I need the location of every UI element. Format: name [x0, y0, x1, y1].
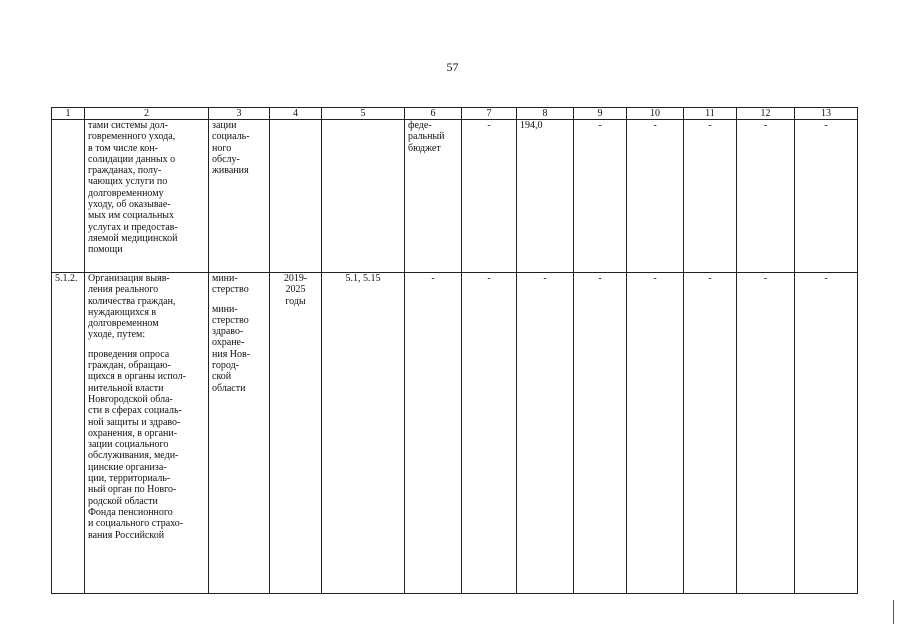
header-cell-7: 7	[462, 108, 517, 120]
row2-executor-1: мини- стерство	[212, 273, 249, 296]
row2-number: 5.1.2.	[52, 273, 85, 594]
header-cell-6: 6	[405, 108, 462, 120]
row2-col12: -	[737, 273, 795, 594]
row1-executor: зации социаль- ного обслу- живания	[209, 120, 270, 273]
header-cell-4: 4	[270, 108, 322, 120]
row2-period: 2019- 2025 годы	[270, 273, 322, 594]
row2-activity-intro: Организация выяв- ления реального количества граждан, нуждающихся в долговременном уходе, путем:	[88, 273, 176, 341]
row2-source: -	[405, 273, 462, 594]
row1-activity: тами системы дол- говременного ухода, в том числе кон- солидации данных о гражданах, полу- чающих услуги по долговременному уходу, об оказывае- мых им социальных услугах и предостав- ляемой медицинской помощи	[85, 120, 209, 273]
table-row	[52, 120, 858, 273]
row1-col9: -	[574, 120, 627, 273]
table-row	[52, 273, 858, 594]
program-table	[51, 107, 858, 594]
header-cell-10: 10	[627, 108, 684, 120]
row2-col7: -	[462, 273, 517, 594]
row2-activity-detail: проведения опроса граждан, обращаю- щихся в органы испол- нительной власти Новгородской обла- сти в сферах социаль- ной защиты и здраво- охранения, в органи- зации социального обслуживания, меди- цинские организа- ции, территориаль- ный орган по Новго- родской области Фонда пенсионного и социального страхо- вания Российской	[88, 348, 186, 541]
row2-col10: -	[627, 273, 684, 594]
header-cell-1: 1	[52, 108, 85, 120]
row2-col9: -	[574, 273, 627, 594]
row2-executor-2: мини- стерство здраво- охране- ния Нов- город- ской области	[212, 303, 251, 394]
row2-executor	[209, 273, 270, 594]
row1-col12: -	[737, 120, 795, 273]
header-row	[52, 108, 858, 120]
header-cell-13: 13	[795, 108, 858, 120]
row2-col11: -	[684, 273, 737, 594]
row2-col8: -	[517, 273, 574, 594]
header-cell-8: 8	[517, 108, 574, 120]
row1-target	[322, 120, 405, 273]
header-cell-3: 3	[209, 108, 270, 120]
row1-col7: -	[462, 120, 517, 273]
row1-period	[270, 120, 322, 273]
header-cell-5: 5	[322, 108, 405, 120]
row1-col13: -	[795, 120, 858, 273]
row1-source: феде- ральный бюджет	[405, 120, 462, 273]
row1-col10: -	[627, 120, 684, 273]
header-cell-12: 12	[737, 108, 795, 120]
scan-edge-mark	[893, 600, 894, 624]
header-cell-11: 11	[684, 108, 737, 120]
row2-activity	[85, 273, 209, 594]
header-cell-2: 2	[85, 108, 209, 120]
row1-col8: 194,0	[517, 120, 574, 273]
row2-col13: -	[795, 273, 858, 594]
row1-col11: -	[684, 120, 737, 273]
header-cell-9: 9	[574, 108, 627, 120]
row1-number	[52, 120, 85, 273]
page-number: 57	[446, 60, 459, 74]
row2-target: 5.1, 5.15	[322, 273, 405, 594]
